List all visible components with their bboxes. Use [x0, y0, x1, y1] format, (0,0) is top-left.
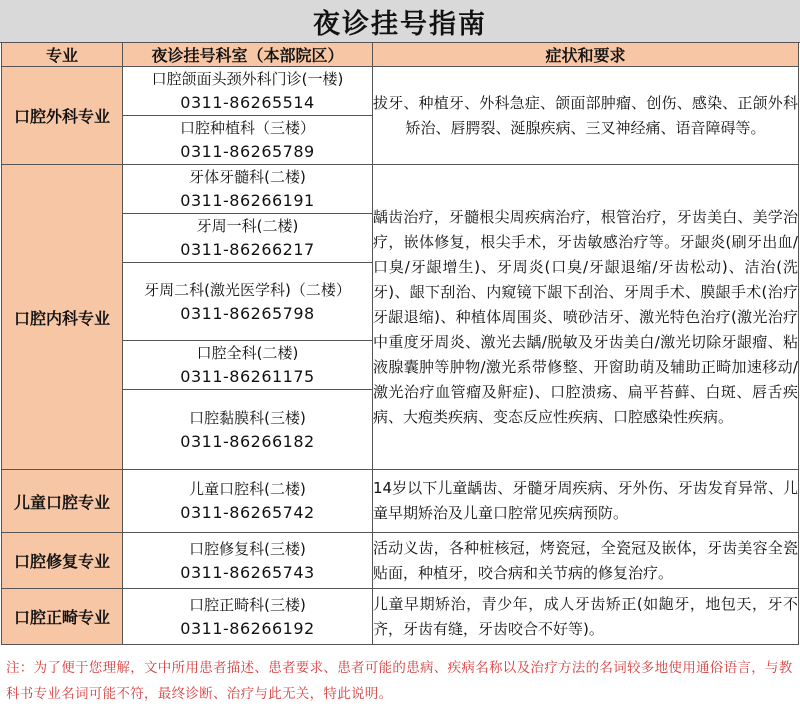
department-phone[interactable]: 0311-86265789 [180, 142, 315, 161]
symptoms-text: 儿童早期矫治，青少年，成人牙齿矫正(如龅牙，地包天，牙不齐，牙齿有缝，牙齿咬合不好等)。 [373, 589, 799, 645]
department-name: 口腔种植科（三楼） [179, 119, 315, 137]
department-name: 口腔修复科(三楼) [189, 539, 306, 558]
major-orthodontics: 口腔正畸专业 [2, 589, 123, 645]
department-cell [123, 116, 373, 165]
department-name: 牙周一科(二楼) [196, 217, 299, 235]
header-major: 专业 [2, 43, 123, 67]
department-name: 口腔颌面头颈外科门诊(一楼) [151, 70, 344, 88]
symptoms-text: 14岁以下儿童龋齿、牙髓牙周疾病、牙外伤、牙齿发育异常、儿童早期矫治及儿童口腔常见疾病预防。 [373, 470, 799, 533]
header-symptoms: 症状和要求 [373, 43, 799, 67]
department-cell [123, 390, 373, 470]
department-phone[interactable]: 0311-86266192 [180, 618, 315, 638]
table-row [2, 470, 799, 533]
department-cell [123, 263, 373, 341]
symptoms-text: 龋齿治疗，牙髓根尖周疾病治疗，根管治疗，牙齿美白、美学治疗，嵌体修复，根尖手术，牙齿敏感治疗等。牙龈炎(刷牙出血/口臭/牙龈增生)、牙周炎(口臭/牙龈退缩/牙齿松动)、洁治(洗牙)、龈下刮治、内窥镜下龈下刮治、牙周手术、膜龈手术(治疗牙龈退缩)、种植体周围炎、喷砂洁牙、激光特色治疗(激光治疗中重度牙周炎、激光去龋/脱敏及牙齿美白/激光切除牙龈瘤、粘液腺囊肿等肿物/激光系带修整、开窗助萌及辅助正畸加速移动/激光治疗血管瘤及鼾症)、口腔溃疡、扁平苔藓、白斑、唇舌疾病、大疱类疾病、变态反应性疾病、口腔感染性疾病。 [373, 165, 799, 470]
page-title: 夜诊挂号指南 [0, 0, 800, 43]
major-prosthodontics: 口腔修复专业 [2, 533, 123, 589]
department-cell [123, 533, 373, 589]
major-oral-medicine: 口腔内科专业 [2, 165, 123, 470]
header-row [2, 43, 799, 67]
department-phone[interactable]: 0311-86265798 [180, 303, 315, 323]
table-row [2, 165, 799, 214]
department-phone[interactable]: 0311-86261175 [180, 367, 315, 386]
department-cell [123, 341, 373, 390]
department-phone[interactable]: 0311-86266191 [180, 191, 315, 210]
department-name: 口腔正畸科(三楼) [189, 595, 306, 614]
schedule-table [1, 42, 799, 645]
major-oral-surgery: 口腔外科专业 [2, 67, 123, 165]
department-cell [123, 165, 373, 214]
table-row [2, 589, 799, 645]
department-name: 口腔黏膜科(三楼) [189, 408, 306, 427]
disclaimer-note: 注：为了便于您理解，文中所用患者描述、患者要求、患者可能的患病、疾病名称以及治疗方法的名词较多地使用通俗语言，与教科书专业名词可能不符，最终诊断、治疗与此无关，特此说明。 [6, 660, 793, 702]
symptoms-text: 拔牙、种植牙、外科急症、颌面部肿瘤、创伤、感染、正颌外科矫治、唇腭裂、涎腺疾病、三叉神经痛、语音障碍等。 [373, 67, 799, 165]
department-name: 口腔全科(二楼) [196, 344, 299, 362]
department-cell [123, 214, 373, 263]
department-cell [123, 470, 373, 533]
department-cell [123, 589, 373, 645]
department-phone[interactable]: 0311-86266217 [180, 240, 315, 259]
department-phone[interactable]: 0311-86265742 [180, 503, 315, 522]
table-row [2, 533, 799, 589]
table-row [2, 67, 799, 116]
symptoms-text: 活动义齿，各种桩核冠，烤瓷冠，全瓷冠及嵌体，牙齿美容全瓷贴面，种植牙，咬合病和关节病的修复治疗。 [373, 533, 799, 589]
major-pediatric-dentistry: 儿童口腔专业 [2, 470, 123, 533]
department-name: 牙周二科(激光医学科)（二楼） [144, 280, 351, 299]
department-name: 儿童口腔科(二楼) [189, 480, 306, 498]
department-phone[interactable]: 0311-86266182 [180, 431, 315, 451]
department-cell [123, 67, 373, 116]
department-phone[interactable]: 0311-86265514 [180, 93, 315, 112]
department-name: 牙体牙髓科(二楼) [189, 168, 306, 186]
header-department: 夜诊挂号科室（本部院区） [123, 43, 373, 67]
department-phone[interactable]: 0311-86265743 [180, 562, 315, 582]
